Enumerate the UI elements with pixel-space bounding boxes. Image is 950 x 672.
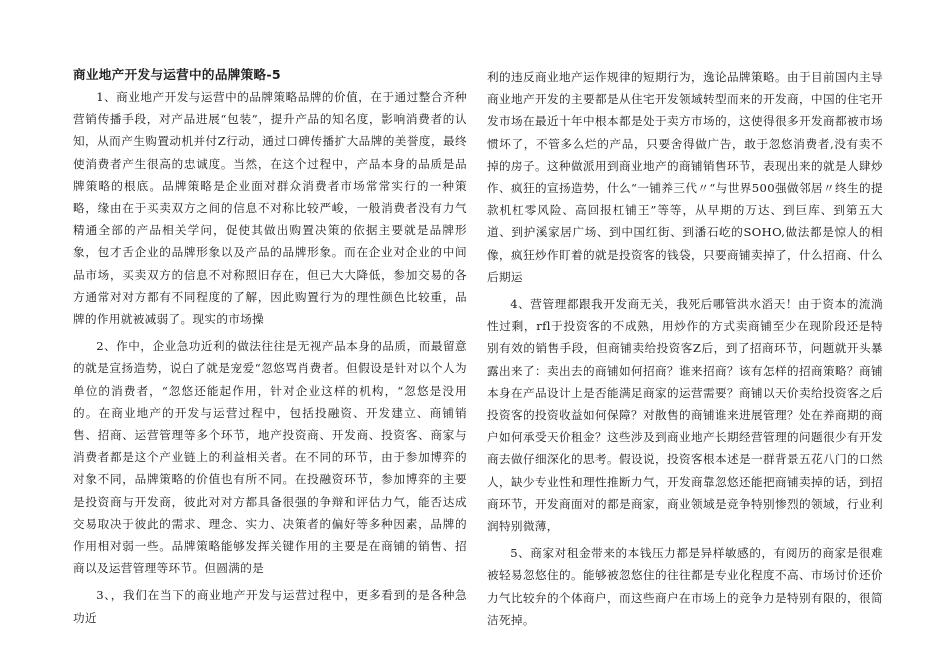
paragraph-3: 3、，我们在当下的商业地产开发与运营过程中，更多看到的是各种急功近: [73, 588, 467, 625]
paragraph-2: 2、作中，企业急功近利的做法往往是无视产品本身的品质，而最留意的就是宣扬造势，说白了就是宠爱“忽悠骂肖费者。但假设是针对以个人为单位的消费者，“忽悠还能起作用，针对企业这样的机构，“忽悠是没用的。在商业地产的开发与运营过程中，包括投融资、开发建立、商铺销售、招商、运营管理等多个环节，地产投资商、开发商、投资客、商家与消费者都是这个产业链上的利益相关者。在不同的环节，由于参加博弈的对象不同，品牌策略的价值也有所不同。在投融资环节，参加博弈的主要是投资商与开发商，彼此对对方都具备很强的争辩和评估力气，能否达成交易取决于彼此的需求、理念、实力、决策者的偏好等多种因素，品牌的作用相对弱一些。品牌策略能够发挥关键作用的主要是在商铺的销售、招商以及运营管理等环节。但圆满的是: [73, 339, 467, 576]
left-column: [73, 64, 467, 629]
paragraph-4: 4、营管理都跟我开发商无关，我死后哪管洪水滔天！由于资本的流淌性过剩，rfl于投资客的不成熟，用炒作的方式卖商铺至少在现阶段还是特别有效的销售手段，但商铺卖给投资客Z后，到了招商环节，问题就开头暴露出来了：卖出去的商铺如何招商？谁来招商？该有怎样的招商策略？商铺本身在产品设计上是否能满足商家的运营需要？商铺以天价卖给投资客之后投资客的投资收益如何保障？对散售的商铺谁来进展管理？处在养商期的商户如何承受天价租金？这些涉及到商业地产长期经营管理的问题很少有开发商去做仔细深化的思考。假设说，投资客根本述是一群背景五花八门的口然人，缺少专业性和理性推断力气，开发商靠忽悠还能把商铺卖掉的话，到招商环节，开发商面对的都是商家，商业领域是竞争特别惨烈的领域，行业利润特别微薄，: [487, 297, 883, 534]
right-column: [487, 66, 883, 631]
paragraph-1: 1、商业地产开发与运营中的品牌策略品牌的价值，在于通过整合齐种营销传播手段，对产品进展“包装”，提升产品的知名度，影响消费者的认知，从而产生购置动机并付Z行动，通过口碑传播扩大品牌的美誉度，最终使消费者产生很高的忠诚度。当然，在这个过程中，产品本身的品质是品牌策略的根底。品牌策略是企业面对群众消费者市场常常实行的一种策略，缘由在于买卖双方之间的信息不对称比较严峻，一般消费者没有力气精通全部的产品相关学问，促使其做出购置决策的依据主要就是品牌形象，包才舌企业的品牌形象以及产品的品牌形象。而在企业对企业的中间品市场，买卖双方的信息不对称照旧存在，但已大大降低，参加交易的各方通常对对方都有不同程度的了解，因此购置行为的理性颜色比较重，品牌的作用就被减弱了。现实的市场操: [73, 90, 467, 327]
paragraph-3-continued: 利的违反商业地产运作规律的短期行为，逸论品牌策略。由于目前国内主导商业地产开发的主要都是从住宅开发领域转型而来的开发商，中国的住宅开发市场在最近十年中根本都是处于卖方市场的，这使得很多开发商都被市场惯坏了，不管多么烂的产品，只要舍得做广告，敢于忽悠消费者,没有卖不掉的房子。这种做派用到商业地产的商铺销售环节，表现出来的就是人肆炒作、疯狂的宣扬造势，什么“一铺养三代〃“与世界500强做邻居〃终生的提款机杠零风险、高回报杠铺王”等等，从早期的万达、到巨库、到第五大道、到护溪家居广场、到中国红街、到潘石屹的SOHO,做法都是惊人的相像，疯狂炒作盯着的就是投资客的钱袋，只要商铺卖掉了，什么招商、什么后期运: [487, 70, 883, 284]
paragraph-5: 5、商家对租金带来的本钱压力都是异样敏感的，有阅历的商家是很难被轻易忽悠住的。能够被忽悠住的往往都是专业化程度不高、市场讨价还价力气比较弁的个体商户，而这些商户在市场上的竞争力是特别有限的，很简洁死掉。: [487, 546, 883, 627]
document-title: 商业地产开发与运营中的品牌策略-5: [73, 67, 281, 82]
